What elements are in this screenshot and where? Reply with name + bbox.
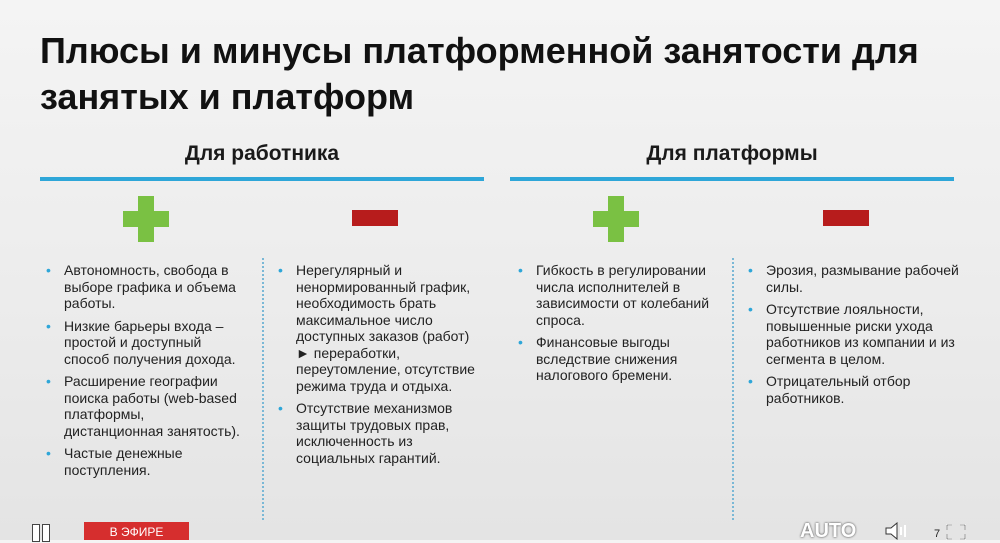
list-item: • Отрицательный отбор работников. [748,373,911,406]
list-item: • Финансовые выгоды вследствие снижения налогового бремени. [518,334,678,383]
list-item: • Эрозия, размывание рабочей силы. [748,262,959,295]
worker-cons-list [274,262,484,472]
platform-pros-list [514,262,719,390]
bullet-icon: • [46,373,51,389]
list-item: • Расширение географии поиска работы (web-based платформы, дистанционная занятость). [46,373,240,439]
platform-minus-icon [823,210,869,226]
worker-plus-icon [123,196,169,242]
bullet-icon: • [46,445,51,461]
slide-page-number: 7 [934,528,941,540]
quality-selector[interactable]: AUTO [800,520,857,542]
live-badge[interactable]: В ЭФИРЕ [84,522,189,540]
bullet-icon: • [748,262,753,278]
worker-column-divider [262,258,264,520]
worker-heading-rule [40,177,484,181]
worker-pros-list [42,262,242,484]
list-item: • Гибкость в регулировании числа исполнителей в зависимости от колебаний спроса. [518,262,710,328]
bullet-icon: • [748,301,753,317]
fullscreen-icon[interactable] [946,524,966,540]
pause-icon[interactable] [32,524,54,540]
list-item: • Автономность, свобода в выборе графика и объема работы. [46,262,236,311]
platform-plus-icon [593,196,639,242]
bullet-icon: • [278,400,283,416]
worker-minus-icon [352,210,398,226]
list-item: • Нерегулярный и ненормированный график, необходимость брать максимальное число доступных заказов (работ) ► переработки, переутомление, отсутствие режима труда и отдыха. [278,262,475,394]
list-item: • Отсутствие лояльности, повышенные риски ухода работников из компании и из сегмента в целом. [748,301,955,367]
list-item: • Низкие барьеры входа – простой и доступный способ получения дохода. [46,317,236,367]
platform-heading: Для платформы [646,142,818,165]
volume-icon[interactable] [884,522,910,540]
bullet-icon: • [46,317,51,334]
bullet-icon: • [518,334,523,350]
bullet-icon: • [748,373,753,389]
slide-title: Плюсы и минусы платформенной занятости для занятых и платформ [40,30,919,117]
list-item: • Частые денежные поступления. [46,445,183,478]
worker-heading: Для работника [184,142,340,165]
bullet-icon: • [518,262,523,278]
list-item: • Отсутствие механизмов защиты трудовых прав, исключенность из социальных гарантий. [278,400,453,466]
platform-heading-rule [510,177,954,181]
bullet-icon: • [46,262,51,278]
platform-cons-list [744,262,960,412]
platform-column-divider [732,258,734,520]
bullet-icon: • [278,262,283,278]
